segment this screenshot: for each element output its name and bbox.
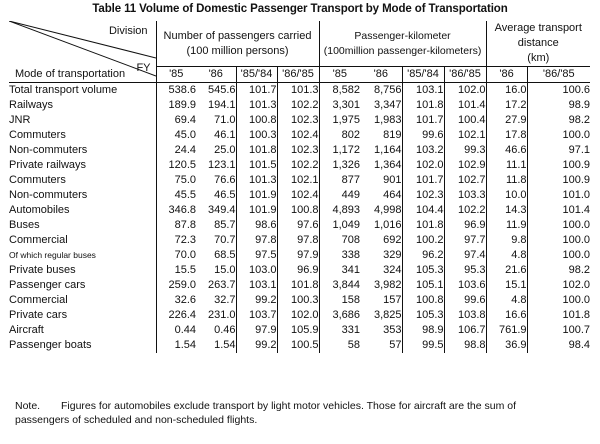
value-cell: 1,364 bbox=[374, 159, 402, 171]
table-row bbox=[9, 83, 590, 99]
table-row bbox=[9, 338, 590, 353]
value-cell: 106.7 bbox=[444, 323, 486, 338]
passenger-transport-table bbox=[9, 21, 590, 353]
value-cell: 0.44 bbox=[156, 323, 196, 338]
note-line-2: passengers of scheduled and non-scheduled flights. bbox=[15, 414, 258, 426]
value-cell: 101.5 bbox=[236, 158, 277, 173]
value-cell: 189.9 bbox=[156, 98, 196, 113]
table-row bbox=[9, 158, 590, 173]
value-cell: 97.8 bbox=[236, 233, 277, 248]
value-cell: 27.9 bbox=[486, 113, 527, 128]
value-cell: 102.1 bbox=[277, 173, 319, 188]
row-label: Private cars bbox=[9, 309, 68, 321]
value-cell: 103.6 bbox=[444, 278, 486, 293]
value-cell: 97.5 bbox=[236, 248, 277, 263]
value-cell: 75.0 bbox=[156, 173, 196, 188]
corner-header-cell bbox=[9, 21, 156, 83]
value-cell: 46.5 bbox=[214, 189, 236, 201]
value-cell: 226.4 bbox=[156, 308, 196, 323]
table-row bbox=[9, 233, 590, 248]
group-header-passenger-km-label: Passenger-kilometer (100million passenger-kilometers) bbox=[323, 29, 482, 57]
value-cell: 1.54 bbox=[214, 339, 236, 351]
value-cell: 58 bbox=[319, 338, 360, 353]
value-cell: 3,686 bbox=[319, 308, 360, 323]
corner-mode-label: Mode of transportation bbox=[15, 68, 126, 80]
value-cell: 15.5 bbox=[156, 263, 196, 278]
value-cell: 96.9 bbox=[444, 218, 486, 233]
value-cell: 1,016 bbox=[374, 219, 402, 231]
value-cell: 99.6 bbox=[402, 128, 444, 143]
value-cell: 346.8 bbox=[156, 203, 196, 218]
value-cell: 101.8 bbox=[527, 308, 590, 323]
value-cell: 101.8 bbox=[402, 218, 444, 233]
value-cell: 97.4 bbox=[444, 248, 486, 263]
value-cell: 100.9 bbox=[527, 158, 590, 173]
value-cell: 15.0 bbox=[214, 264, 236, 276]
group-header-passengers bbox=[156, 21, 319, 67]
value-cell: 105.1 bbox=[402, 278, 444, 293]
value-cell: 72.3 bbox=[156, 233, 196, 248]
subhead-cell: '86/'85 bbox=[444, 67, 486, 83]
group-header-avg-distance-label: Average transport distance (km) bbox=[494, 22, 582, 64]
value-cell: 259.0 bbox=[156, 278, 196, 293]
value-cell: 1,975 bbox=[319, 113, 360, 128]
value-cell: 102.0 bbox=[277, 308, 319, 323]
value-cell: 97.9 bbox=[236, 323, 277, 338]
value-cell: 102.2 bbox=[277, 158, 319, 173]
value-cell: 100.0 bbox=[527, 293, 590, 308]
value-cell: 102.3 bbox=[277, 113, 319, 128]
value-cell: 97.9 bbox=[277, 248, 319, 263]
value-cell: 341 bbox=[319, 263, 360, 278]
value-cell: 97.1 bbox=[527, 143, 590, 158]
value-cell: 101.8 bbox=[402, 98, 444, 113]
corner-fy-label: FY bbox=[136, 62, 151, 74]
value-cell: 100.5 bbox=[277, 338, 319, 353]
note-label: Note. bbox=[15, 400, 41, 412]
value-cell: 100.0 bbox=[527, 233, 590, 248]
value-cell: 1,164 bbox=[374, 144, 402, 156]
value-cell: 102.0 bbox=[402, 158, 444, 173]
row-label: Commercial bbox=[9, 234, 68, 246]
value-cell: 46.6 bbox=[486, 143, 527, 158]
value-cell: 449 bbox=[319, 188, 360, 203]
value-cell: 97.8 bbox=[277, 233, 319, 248]
value-cell: 101.4 bbox=[527, 203, 590, 218]
value-cell: 99.3 bbox=[444, 143, 486, 158]
value-cell: 100.2 bbox=[402, 233, 444, 248]
value-cell: 3,301 bbox=[319, 98, 360, 113]
value-cell: 16.6 bbox=[486, 308, 527, 323]
value-cell: 158 bbox=[319, 293, 360, 308]
row-label: Non-commuters bbox=[9, 189, 88, 201]
value-cell: 103.0 bbox=[236, 263, 277, 278]
value-cell: 4,893 bbox=[319, 203, 360, 218]
value-cell: 99.2 bbox=[236, 338, 277, 353]
row-label: Commercial bbox=[9, 294, 68, 306]
value-cell: 101.3 bbox=[236, 173, 277, 188]
row-label: Total transport volume bbox=[9, 84, 118, 96]
value-cell: 76.6 bbox=[214, 174, 236, 186]
value-cell: 100.7 bbox=[527, 323, 590, 338]
corner-division-label: Division bbox=[108, 25, 148, 37]
value-cell: 100.8 bbox=[236, 113, 277, 128]
value-cell: 70.0 bbox=[156, 248, 196, 263]
value-cell: 101.3 bbox=[277, 83, 319, 99]
value-cell: 96.9 bbox=[277, 263, 319, 278]
value-cell: 4,998 bbox=[374, 204, 402, 216]
table-row bbox=[9, 293, 590, 308]
value-cell: 102.3 bbox=[402, 188, 444, 203]
value-cell: 103.3 bbox=[444, 188, 486, 203]
table-row bbox=[9, 128, 590, 143]
value-cell: 194.1 bbox=[207, 99, 236, 111]
value-cell: 98.9 bbox=[402, 323, 444, 338]
value-cell: 11.8 bbox=[486, 173, 527, 188]
value-cell: 8,582 bbox=[319, 83, 360, 99]
value-cell: 102.9 bbox=[444, 158, 486, 173]
table-row bbox=[9, 203, 590, 218]
value-cell: 102.3 bbox=[277, 143, 319, 158]
value-cell: 68.5 bbox=[214, 249, 236, 261]
value-cell: 102.4 bbox=[277, 128, 319, 143]
subhead-cell: '85/'84 bbox=[402, 67, 444, 83]
subhead-cell: '85 bbox=[319, 67, 360, 83]
value-cell: 819 bbox=[383, 129, 402, 141]
value-cell: 802 bbox=[319, 128, 360, 143]
value-cell: 98.6 bbox=[236, 218, 277, 233]
value-cell: 32.7 bbox=[214, 294, 236, 306]
row-label: Buses bbox=[9, 219, 40, 231]
value-cell: 103.7 bbox=[236, 308, 277, 323]
value-cell: 105.3 bbox=[402, 263, 444, 278]
value-cell: 100.3 bbox=[236, 128, 277, 143]
value-cell: 101.3 bbox=[236, 98, 277, 113]
value-cell: 101.9 bbox=[236, 188, 277, 203]
value-cell: 103.1 bbox=[402, 83, 444, 99]
value-cell: 545.6 bbox=[207, 84, 236, 96]
table-row bbox=[9, 173, 590, 188]
value-cell: 21.6 bbox=[486, 263, 527, 278]
value-cell: 45.0 bbox=[156, 128, 196, 143]
row-label: Passenger boats bbox=[9, 339, 92, 351]
group-header-passengers-label: Number of passengers carried (100 million persons) bbox=[163, 29, 312, 57]
value-cell: 100.6 bbox=[527, 83, 590, 99]
value-cell: 45.5 bbox=[156, 188, 196, 203]
value-cell: 32.6 bbox=[156, 293, 196, 308]
group-header-avg-distance bbox=[486, 21, 590, 67]
value-cell: 98.2 bbox=[527, 113, 590, 128]
subhead-cell: '86 bbox=[196, 67, 236, 83]
value-cell: 1.54 bbox=[156, 338, 196, 353]
row-label: Passenger cars bbox=[9, 279, 86, 291]
value-cell: 36.9 bbox=[486, 338, 527, 353]
value-cell: 0.46 bbox=[214, 324, 236, 336]
value-cell: 98.8 bbox=[444, 338, 486, 353]
value-cell: 103.1 bbox=[236, 278, 277, 293]
table-row bbox=[9, 143, 590, 158]
value-cell: 71.0 bbox=[214, 114, 236, 126]
value-cell: 16.0 bbox=[486, 83, 527, 99]
table-row bbox=[9, 248, 590, 263]
value-cell: 100.9 bbox=[527, 173, 590, 188]
value-cell: 17.2 bbox=[486, 98, 527, 113]
value-cell: 105.9 bbox=[277, 323, 319, 338]
table-row bbox=[9, 218, 590, 233]
value-cell: 8,756 bbox=[374, 84, 402, 96]
value-cell: 97.6 bbox=[277, 218, 319, 233]
value-cell: 99.5 bbox=[402, 338, 444, 353]
value-cell: 96.2 bbox=[402, 248, 444, 263]
value-cell: 877 bbox=[319, 173, 360, 188]
value-cell: 692 bbox=[383, 234, 402, 246]
subhead-cell: '85 bbox=[156, 67, 196, 83]
value-cell: 100.0 bbox=[527, 128, 590, 143]
value-cell: 329 bbox=[383, 249, 402, 261]
value-cell: 98.2 bbox=[527, 263, 590, 278]
value-cell: 9.8 bbox=[486, 233, 527, 248]
value-cell: 100.0 bbox=[527, 248, 590, 263]
value-cell: 46.1 bbox=[214, 129, 236, 141]
value-cell: 101.9 bbox=[236, 203, 277, 218]
value-cell: 24.4 bbox=[156, 143, 196, 158]
value-cell: 3,982 bbox=[374, 279, 402, 291]
row-label: Private railways bbox=[9, 159, 87, 171]
table-row bbox=[9, 308, 590, 323]
value-cell: 101.8 bbox=[277, 278, 319, 293]
row-label: Of which regular buses bbox=[9, 250, 96, 260]
value-cell: 17.8 bbox=[486, 128, 527, 143]
value-cell: 100.0 bbox=[527, 218, 590, 233]
row-label: Railways bbox=[9, 99, 54, 111]
value-cell: 100.8 bbox=[277, 203, 319, 218]
subhead-cell: '85/'84 bbox=[236, 67, 277, 83]
value-cell: 3,844 bbox=[319, 278, 360, 293]
value-cell: 901 bbox=[383, 174, 402, 186]
value-cell: 708 bbox=[319, 233, 360, 248]
table-row bbox=[9, 188, 590, 203]
value-cell: 102.0 bbox=[527, 278, 590, 293]
value-cell: 353 bbox=[383, 324, 402, 336]
value-cell: 4.8 bbox=[486, 293, 527, 308]
value-cell: 101.7 bbox=[402, 173, 444, 188]
value-cell: 101.7 bbox=[402, 113, 444, 128]
value-cell: 11.9 bbox=[486, 218, 527, 233]
value-cell: 1,049 bbox=[319, 218, 360, 233]
value-cell: 102.2 bbox=[277, 98, 319, 113]
value-cell: 97.7 bbox=[444, 233, 486, 248]
value-cell: 101.0 bbox=[527, 188, 590, 203]
value-cell: 95.3 bbox=[444, 263, 486, 278]
value-cell: 103.2 bbox=[402, 143, 444, 158]
value-cell: 70.7 bbox=[214, 234, 236, 246]
value-cell: 14.3 bbox=[486, 203, 527, 218]
value-cell: 102.7 bbox=[444, 173, 486, 188]
value-cell: 25.0 bbox=[214, 144, 236, 156]
value-cell: 101.4 bbox=[444, 98, 486, 113]
value-cell: 99.2 bbox=[236, 293, 277, 308]
value-cell: 10.0 bbox=[486, 188, 527, 203]
value-cell: 101.7 bbox=[236, 83, 277, 99]
value-cell: 263.7 bbox=[207, 279, 236, 291]
value-cell: 102.0 bbox=[444, 83, 486, 99]
value-cell: 100.4 bbox=[444, 113, 486, 128]
row-label: Automobiles bbox=[9, 204, 70, 216]
table-title: Table 11 Volume of Domestic Passenger Transport by Mode of Transportation bbox=[92, 3, 508, 15]
value-cell: 85.7 bbox=[214, 219, 236, 231]
table-row bbox=[9, 113, 590, 128]
value-cell: 11.1 bbox=[486, 158, 527, 173]
table-row bbox=[9, 323, 590, 338]
row-label: Commuters bbox=[9, 174, 66, 186]
value-cell: 3,347 bbox=[374, 99, 402, 111]
value-cell: 331 bbox=[319, 323, 360, 338]
note-line-1: Figures for automobiles exclude transport by light motor vehicles. Those for aircraft are the sum of bbox=[61, 400, 517, 412]
value-cell: 104.4 bbox=[402, 203, 444, 218]
value-cell: 101.8 bbox=[236, 143, 277, 158]
value-cell: 105.3 bbox=[402, 308, 444, 323]
value-cell: 538.6 bbox=[156, 83, 196, 99]
value-cell: 87.8 bbox=[156, 218, 196, 233]
value-cell: 123.1 bbox=[207, 159, 236, 171]
table-row bbox=[9, 98, 590, 113]
value-cell: 338 bbox=[319, 248, 360, 263]
value-cell: 15.1 bbox=[486, 278, 527, 293]
value-cell: 157 bbox=[383, 294, 402, 306]
subhead-cell: '86/'85 bbox=[527, 67, 590, 83]
value-cell: 324 bbox=[383, 264, 402, 276]
value-cell: 98.4 bbox=[527, 338, 590, 353]
row-label: Aircraft bbox=[9, 324, 44, 336]
group-header-passenger-km bbox=[319, 21, 486, 67]
row-label: JNR bbox=[9, 114, 31, 126]
subhead-cell: '86 bbox=[486, 67, 527, 83]
subhead-cell: '86 bbox=[360, 67, 402, 83]
value-cell: 102.4 bbox=[277, 188, 319, 203]
value-cell: 349.4 bbox=[207, 204, 236, 216]
row-label: Commuters bbox=[9, 129, 66, 141]
value-cell: 120.5 bbox=[156, 158, 196, 173]
subhead-cell: '86/'85 bbox=[277, 67, 319, 83]
value-cell: 1,326 bbox=[319, 158, 360, 173]
value-cell: 3,825 bbox=[374, 309, 402, 321]
value-cell: 69.4 bbox=[156, 113, 196, 128]
table-row bbox=[9, 263, 590, 278]
value-cell: 57 bbox=[389, 339, 402, 351]
table-row bbox=[9, 278, 590, 293]
table-note bbox=[15, 399, 516, 427]
table-body bbox=[9, 83, 590, 354]
value-cell: 1,172 bbox=[319, 143, 360, 158]
value-cell: 102.1 bbox=[444, 128, 486, 143]
value-cell: 100.3 bbox=[277, 293, 319, 308]
value-cell: 102.2 bbox=[444, 203, 486, 218]
value-cell: 464 bbox=[383, 189, 402, 201]
value-cell: 99.6 bbox=[444, 293, 486, 308]
value-cell: 4.8 bbox=[486, 248, 527, 263]
row-label: Private buses bbox=[9, 264, 76, 276]
value-cell: 98.9 bbox=[527, 98, 590, 113]
value-cell: 1,983 bbox=[374, 114, 402, 126]
row-label: Non-commuters bbox=[9, 144, 88, 156]
value-cell: 100.8 bbox=[402, 293, 444, 308]
value-cell: 103.8 bbox=[444, 308, 486, 323]
value-cell: 761.9 bbox=[486, 323, 527, 338]
value-cell: 231.0 bbox=[207, 309, 236, 321]
